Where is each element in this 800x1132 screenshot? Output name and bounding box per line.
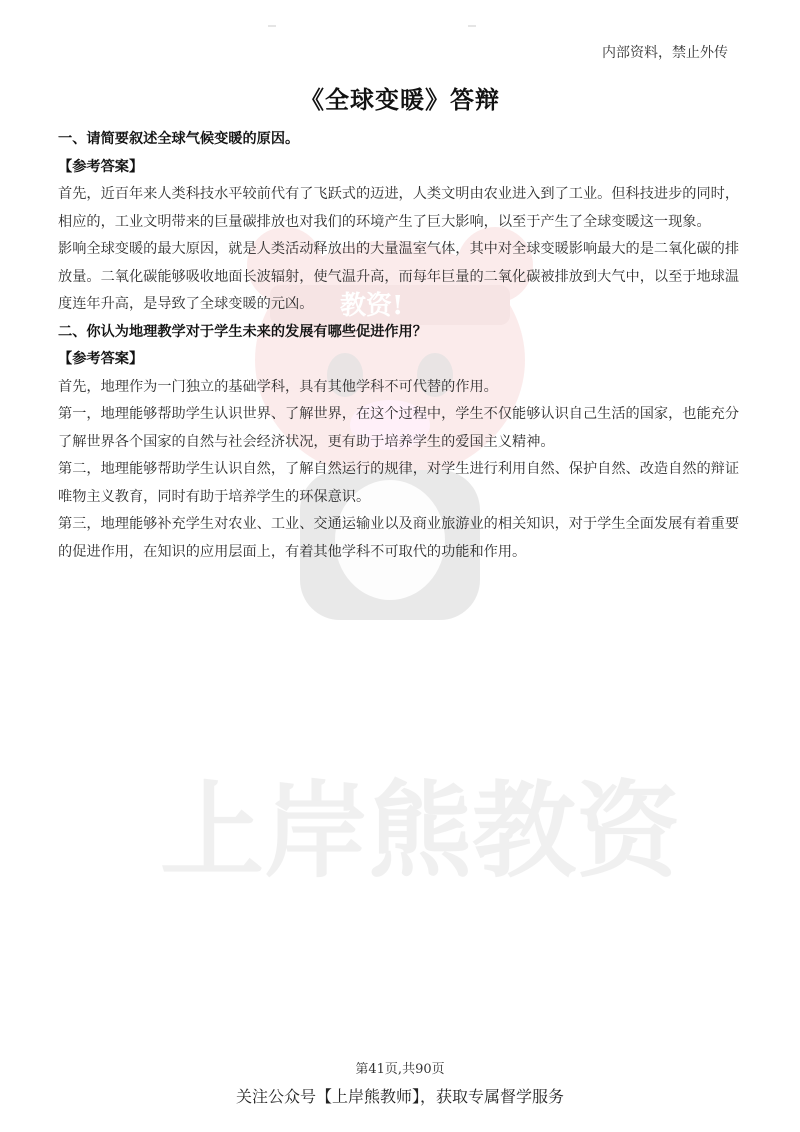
watermark-text: 上岸熊教资	[160, 770, 680, 892]
document-body	[58, 126, 744, 566]
confidential-note: 内部资料，禁止外传	[602, 45, 728, 61]
answer-paragraph: 第三，地理能够补充学生对农业、工业、交通运输业以及商业旅游业的相关知识，对于学生全面发展有着重要的促进作用，在知识的应用层面上，有着其他学科不可取代的功能和作用。	[58, 516, 740, 560]
reference-label-2: 【参考答案】	[58, 351, 144, 367]
page-number: 第41页,共90页	[355, 1062, 445, 1077]
text-watermark	[160, 755, 680, 895]
scan-artifact	[268, 14, 478, 20]
answer-paragraph: 首先，近百年来人类科技水平较前代有了飞跃式的迈进，人类文明由农业进入到了工业。但科技进步的同时，相应的，工业文明带来的巨量碳排放也对我们的环境产生了巨大影响，以至于产生了全球变暖这一现象。	[58, 186, 740, 230]
answer-paragraph: 第二，地理能够帮助学生认识自然，了解自然运行的规律，对学生进行利用自然、保护自然、改造自然的辩证唯物主义教育，同时有助于培养学生的环保意识。	[58, 461, 740, 505]
answer-paragraph: 影响全球变暖的最大原因，就是人类活动释放出的大量温室气体，其中对全球变暖影响最大的是二氧化碳的排放量。二氧化碳能够吸收地面长波辐射，使气温升高，而每年巨量的二氧化碳被排放到大气中，以至于地球温度连年升高，是导致了全球变暖的元凶。	[58, 241, 740, 312]
footer-promo-note: 关注公众号【上岸熊教师】，获取专属督学服务	[235, 1087, 564, 1106]
page-title: 《全球变暖》答辩	[300, 85, 500, 114]
mascot-badge-text: 教资!	[340, 291, 404, 321]
answer-paragraph: 第一，地理能够帮助学生认识世界、了解世界，在这个过程中，学生不仅能够认识自己生活的国家，也能充分了解世界各个国家的自然与社会经济状况，更有助于培养学生的爱国主义精神。	[58, 406, 740, 450]
question-2: 二、你认为地理教学对于学生未来的发展有哪些促进作用？	[58, 323, 427, 340]
reference-label-1: 【参考答案】	[58, 158, 144, 175]
answer-paragraph: 首先，地理作为一门独立的基础学科，具有其他学科不可代替的作用。	[58, 378, 498, 395]
question-1: 一、请简要叙述全球气候变暖的原因。	[58, 131, 300, 147]
